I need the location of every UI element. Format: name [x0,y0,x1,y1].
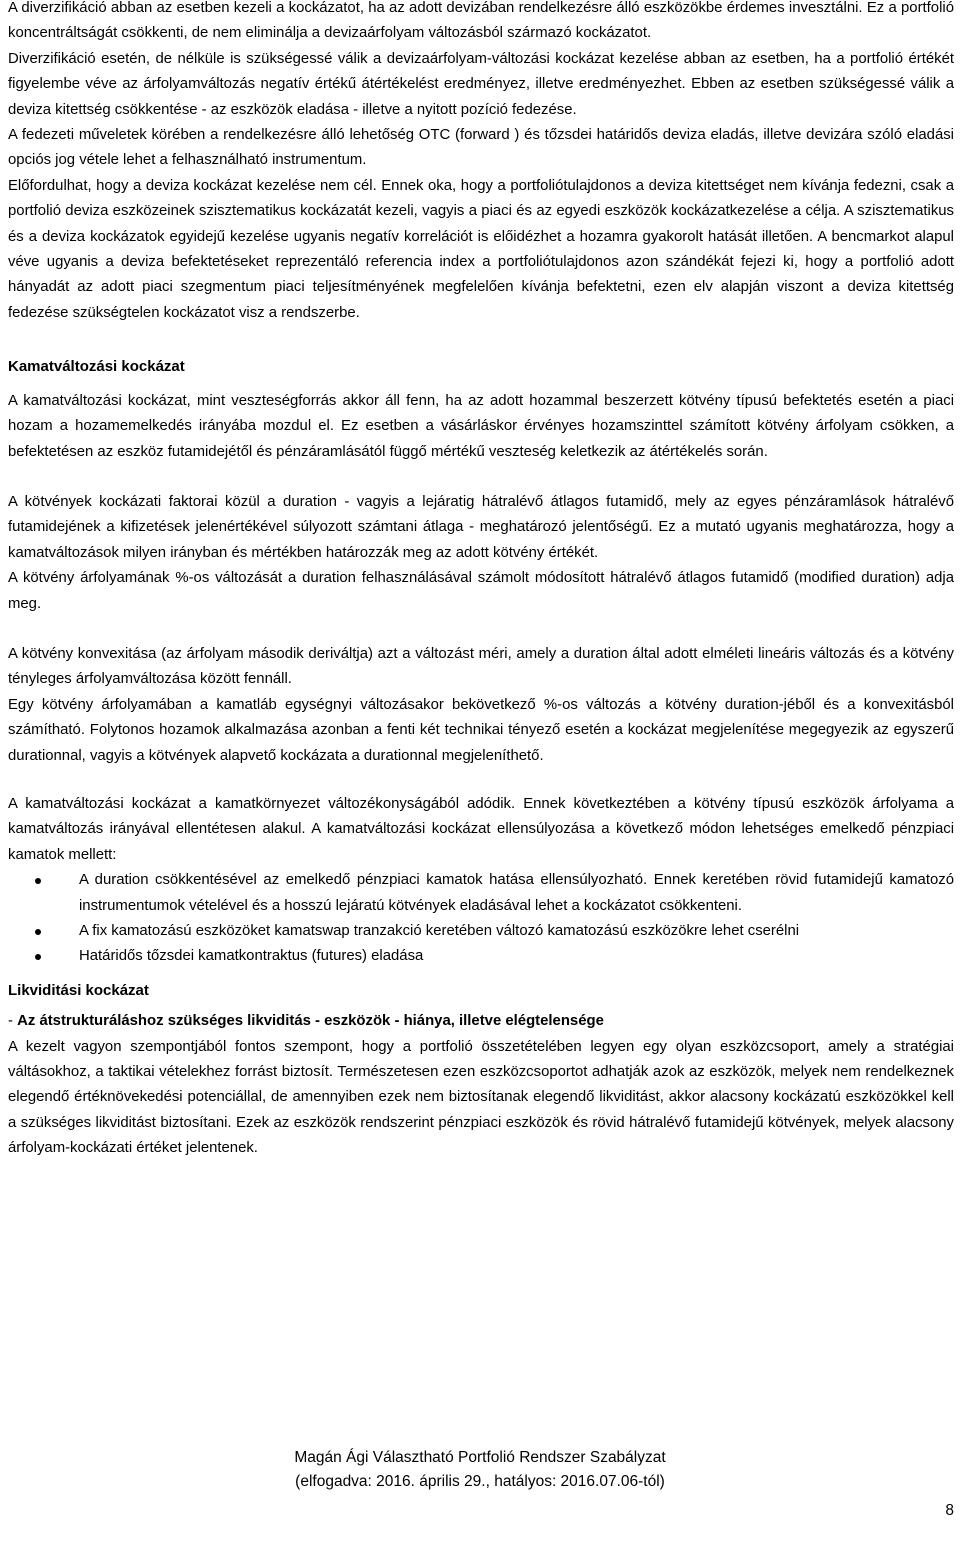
paragraph-kamatkornyezet: A kamatváltozási kockázat a kamatkörnyezet változékonyságából adódik. Ennek következtében a kötvény típusú eszközök árfolyama a kamatváltozás irányával ellentétesen alakul. A kamatváltozási kockázat ellensúlyozása a következő módon lehetséges emelkedő pénzpiaci kamatok mellett: [8,795,954,863]
paragraph-duration: A kötvények kockázati faktorai közül a duration - vagyis a lejáratig hátralévő átlagos futamidő, mely az egyes pénzáramlások hátralévő futamidejének a kifizetések jelenértékével súlyozott számtani átlaga - meghatározó jelentőségű. Ez a mutató ugyanis meghatározza, hogy a kamatváltozások milyen irányban és mértékben határozzák meg az adott kötvény értékét. [8,493,954,561]
dash-item-bold-text: Az átstrukturáláshoz szükséges likviditás - eszközök - hiánya, illetve elégtelensége [17,1013,604,1030]
bullet-icon [35,878,41,884]
page-number: 8 [945,1502,954,1519]
list-item-text: A fix kamatozású eszközöket kamatswap tranzakció keretében változó kamatozású eszközökre lehet cserélni [79,923,800,939]
list-item-text: A duration csökkentésével az emelkedő pénzpiaci kamatok hatása ellensúlyozható. Ennek keretében rövid futamidejű kamatozó instrumentumok vételével és a hosszú lejáratú kötvények eladásával lehet a kockázatot csökkenteni. [79,872,954,914]
list-item [8,944,954,969]
list-item-text: Határidős tőzsdei kamatkontraktus (futures) eladása [79,948,424,965]
paragraph-kamatvaltozasi: A kamatváltozási kockázat, mint veszteségforrás akkor áll fenn, ha az adott hozammal beszerzett kötvény típusú befektetés esetén a piaci hozam a hozamemelkedés irányába mozdul el. Ez esetben a vásárláskor érvényes hozamszinttel számított kötvény árfolyam csökken, a befektetésen az eszköz futamidejétől és pénzáramlásától függő mértékű veszteség keletkezik az átértékelés során. [8,392,954,460]
heading-likviditasi-kockazat: Likviditási kockázat [8,981,149,999]
paragraph-diverzifikacio: A diverzifikáció abban az esetben kezeli a kockázatot, ha az adott devizában rendelkezésre álló eszközökbe érdemes invesztálni. Ez a portfolió koncentráltságát csökkenti, de nem eliminálja a devizaárfolyam változásból származó kockázatot. [8,0,954,42]
paragraph-deviza-kockazat: Előfordulhat, hogy a deviza kockázat kezelése nem cél. Ennek oka, hogy a portfoliótulajdonos a deviza kitettséget nem kívánja fedezni, csak a portfolió deviza eszközeinek szisztematikus kockázatát kezeli, vagyis a piaci és az egyedi eszközök kockázatkezelése a célja. A szisztematikus és a deviza kockázatok egyidejű kezelése ugyanis negatív korrelációt is előidézhet a hozamra gyakorolt hatását illetően. A bencmarkot alapul véve ugyanis a deviza befektetéseket reprezentáló referencia index a portfoliótulajdonos azon szándékát fejezi ki, hogy a portfolió adott hányadát az adott piaci szegmentum piaci teljesítményének megfelelően kívánja befektetni, ezen elv alapján viszont a deviza kitettség fedezése szükségtelen kockázatot visz a rendszerbe. [8,177,954,321]
list-item [8,868,954,919]
footer-title: Magán Ági Választható Portfolió Rendszer Szabályzat [294,1449,666,1466]
paragraph-kezelt-vagyon: A kezelt vagyon szempontjából fontos szempont, hogy a portfolió összetételében legyen egy olyan eszközcsoport, amely a stratégiai váltásokhoz, a taktikai vételekhez forrást biztosít. Természetesen ezen eszközcsoportot adhatják azok az eszközök, melyek nem rendelkeznek elegendő értéknövekedési potenciállal, de amennyiben ezek nem biztosítanak elegendő likviditást, akkor alacsony kockázatú eszközökkel kell a szükséges likviditást biztosítani. Ezek az eszközök rendszerint pénzpiaci eszközök és rövid hátralévő futamidejű kötvények, melyek alacsony árfolyam-kockázati értéket jelentenek. [8,1038,954,1157]
bullet-icon [35,954,41,960]
paragraph-konvexitas: A kötvény konvexitása (az árfolyam második deriváltja) azt a változást méri, amely a duration által adott elméleti lineáris változás és a kötvény tényleges árfolyamváltozása között fennáll. [8,645,954,688]
bullet-icon [35,929,41,935]
paragraph-modified-duration: A kötvény árfolyamának %-os változását a duration felhasználásával számolt módosított hátralévő átlagos futamidő (modified duration) adja meg. [8,570,954,612]
paragraph-arfolyamvaltozas: Egy kötvény árfolyamában a kamatláb egységnyi változásakor bekövetkező %-os változás a kötvény duration-jéből és a konvexitásból számítható. Folytonos hozamok alkalmazása azonban a fenti két technikai tényező esetén a kockázat megjelenítése megegyezik az egyszerű durationnal, vagyis a kötvények alapvető kockázata a durationnal megjeleníthető. [8,696,954,764]
paragraph-fedezeti-muveletek: A fedezeti műveletek körében a rendelkezésre álló lehetőség OTC (forward ) és tőzsdei határidős deviza eladás, illetve devizára szóló eladási opciós jog vétele lehet a felhasználható instrumentum. [8,127,954,169]
document-page [8,0,954,1162]
paragraph-devizaarfolyam: Diverzifikáció esetén, de nélküle is szükségessé válik a devizaárfolyam-változási kockázat kezelése abban az esetben, ha a portfolió értékét figyelembe véve az árfolyamváltozás negatív értékű átértékelést eredményez, illetve eredményezhet. Ebben az esetben szükségessé válik a deviza kitettség csökkentése - az eszközök eladása - illetve a nyitott pozíció fedezése. [8,50,954,118]
heading-kamatvaltozasi-kockazat: Kamatváltozási kockázat [8,358,185,376]
page-footer [0,1446,960,1494]
list-item [8,919,954,944]
dash-prefix: - [8,1013,18,1030]
footer-dates: (elfogadva: 2016. április 29., hatályos: 2016.07.06-tól) [295,1473,665,1490]
bullet-list [8,868,954,970]
dash-item [8,1009,954,1034]
